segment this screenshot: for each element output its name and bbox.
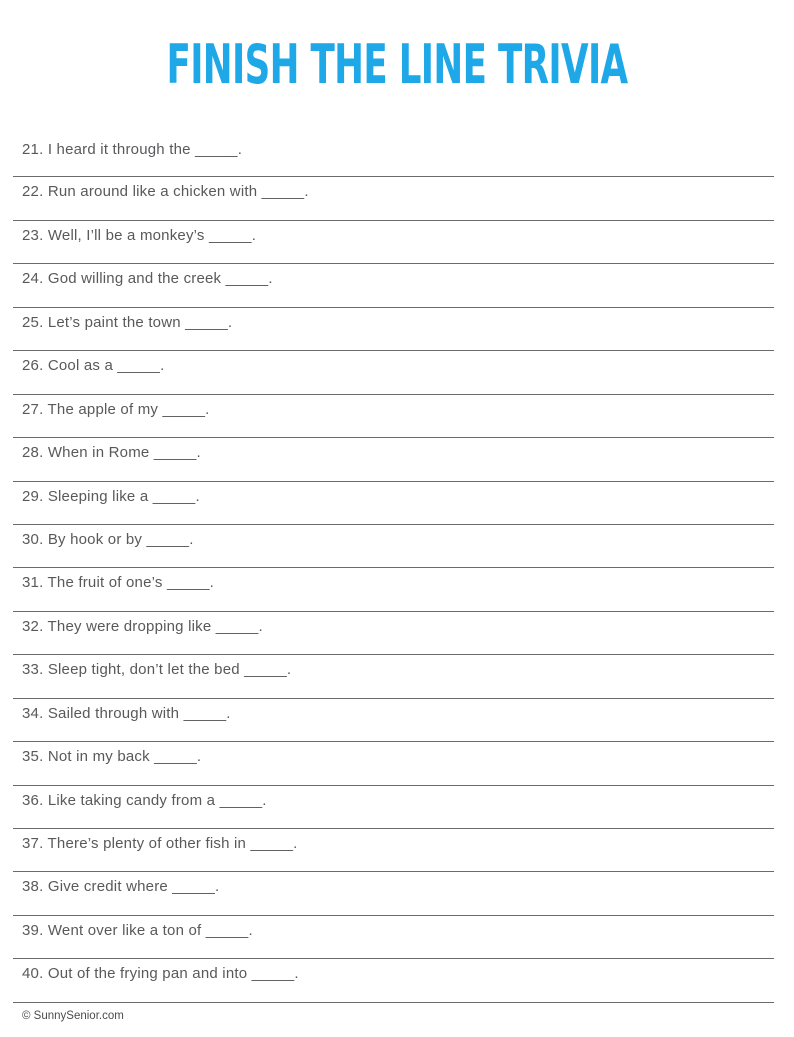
question-row: [13, 176, 774, 219]
question-list: [13, 133, 774, 1002]
question-text: Sleeping like a _____.: [43, 487, 200, 505]
question-row: [13, 698, 774, 741]
question-text: Not in my back _____.: [43, 748, 202, 766]
question-text: There’s plenty of other fish in _____.: [43, 835, 298, 852]
question-number: 21.: [22, 140, 44, 158]
question-text: When in Rome _____.: [43, 444, 201, 462]
question-number: 29.: [22, 487, 44, 505]
question-row: [13, 263, 774, 306]
question-number: 35.: [22, 748, 44, 766]
question-row: [13, 350, 774, 393]
question-number: 27.: [22, 400, 44, 418]
question-row: [13, 958, 774, 1001]
question-text: Give credit where _____.: [43, 878, 220, 896]
question-text: By hook or by _____.: [43, 530, 194, 548]
question-text: Went over like a ton of _____.: [43, 921, 253, 939]
question-row: [13, 133, 774, 176]
question-row: [13, 394, 774, 437]
question-number: 38.: [22, 878, 44, 896]
question-number: 34.: [22, 704, 44, 722]
question-text: I heard it through the _____.: [43, 140, 243, 158]
question-number: 26.: [22, 357, 44, 375]
question-text: Sailed through with _____.: [43, 704, 231, 722]
question-text: Sleep tight, don’t let the bed _____.: [43, 661, 292, 679]
question-number: 31.: [22, 574, 44, 592]
question-number: 32.: [22, 617, 44, 635]
question-row: [13, 524, 774, 567]
question-row: [13, 741, 774, 784]
question-text: The fruit of one’s _____.: [43, 574, 215, 592]
question-number: 36.: [22, 791, 44, 809]
question-text: Well, I’ll be a monkey’s _____.: [43, 226, 257, 244]
question-text: They were dropping like _____.: [43, 617, 263, 635]
question-number: 33.: [22, 661, 44, 679]
question-row: [13, 611, 774, 654]
question-number: 25.: [22, 313, 44, 331]
question-text: Run around like a chicken with _____.: [43, 183, 309, 201]
question-row: [13, 437, 774, 480]
question-number: 24.: [22, 270, 44, 288]
question-text: God willing and the creek _____.: [43, 270, 273, 288]
question-text: Cool as a _____.: [43, 357, 165, 375]
question-text: Like taking candy from a _____.: [43, 791, 267, 809]
question-row: [13, 220, 774, 263]
question-text: Out of the frying pan and into _____.: [43, 965, 299, 983]
question-number: 40.: [22, 965, 44, 983]
question-number: 28.: [22, 444, 44, 462]
question-row: [13, 567, 774, 610]
question-number: 37.: [22, 835, 44, 852]
question-number: 39.: [22, 921, 44, 939]
question-row: [13, 828, 774, 871]
question-row: [13, 785, 774, 828]
question-row: [13, 871, 774, 914]
question-row: [13, 915, 774, 958]
question-text: The apple of my _____.: [43, 400, 210, 418]
question-number: 23.: [22, 226, 44, 244]
question-row: [13, 654, 774, 697]
question-number: 22.: [22, 183, 44, 201]
question-text: Let’s paint the town _____.: [43, 313, 233, 331]
footer: [13, 1002, 774, 1022]
page-title: FINISH THE LINE TRIVIA: [166, 33, 628, 96]
question-number: 30.: [22, 530, 44, 548]
question-row: [13, 307, 774, 350]
copyright-text: © SunnySenior.com: [22, 1009, 124, 1022]
question-row: [13, 481, 774, 524]
